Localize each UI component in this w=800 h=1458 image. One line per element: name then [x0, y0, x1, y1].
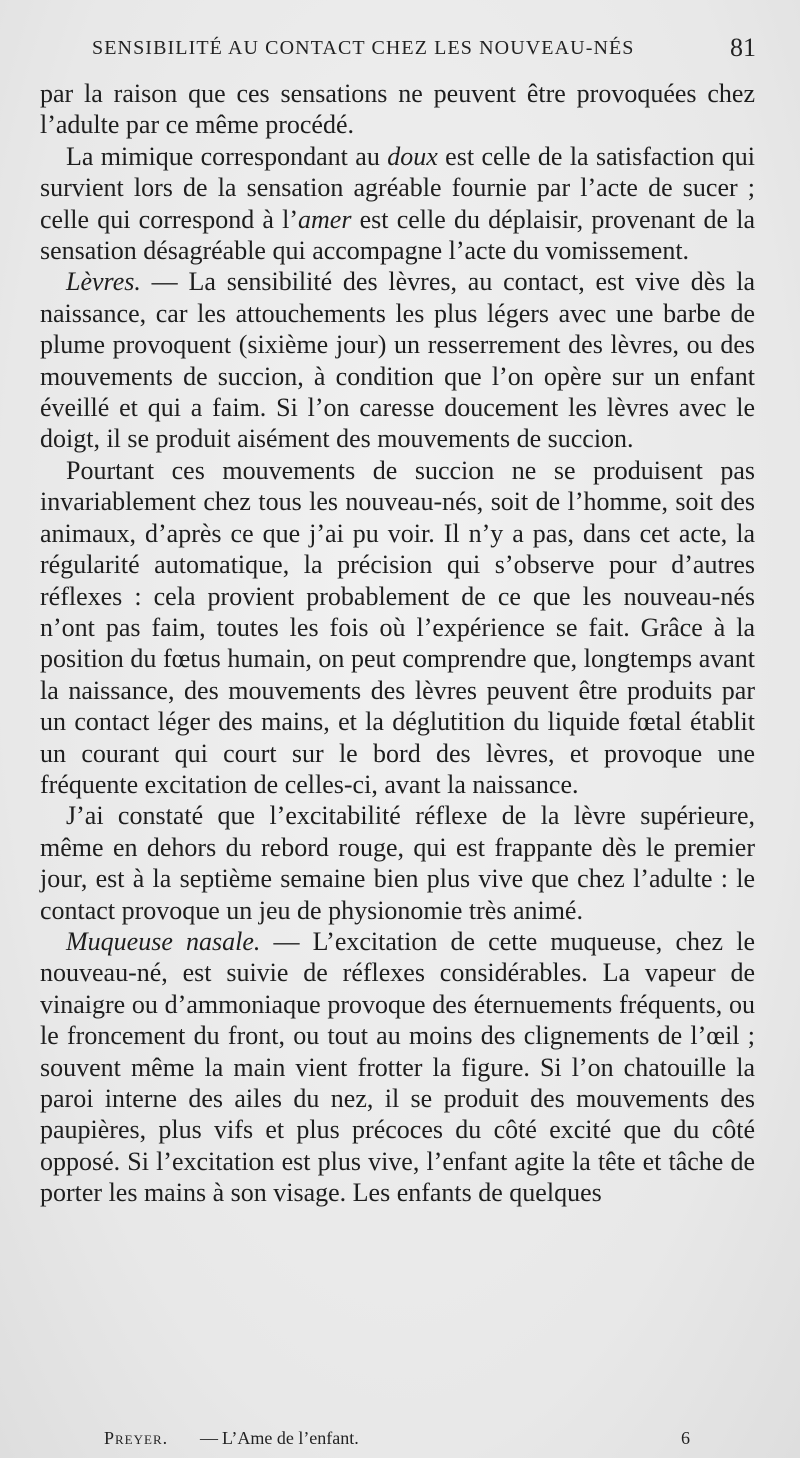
paragraph — [40, 141, 755, 267]
paragraph — [40, 800, 755, 926]
italic-term: Lèvres. — [66, 267, 141, 297]
footer-book-title: L’Ame de l’enfant. — [222, 1428, 359, 1448]
italic-term: doux — [387, 141, 438, 171]
paragraph-text: — La sensibilité des lèvres, au contact, est vive dès la naissance, car les attouchements les plus légers avec une barbe de plume provoquent (sixième jour) un resserrement des lèvres, ou des mouvements de succion, à condition que l’on opère sur un enfant éveillé et qui a faim. Si l’on caresse doucement les lèvres avec le doigt, il se produit aisément des mouvements de succion. — [40, 267, 755, 454]
paragraph-text: par la raison que ces sensations ne peuvent être provoquées chez l’adulte par ce même procédé. — [40, 79, 755, 140]
italic-term: Muqueuse nasale. — [66, 926, 261, 956]
running-head-title: SENSIBILITÉ AU CONTACT CHEZ LES NOUVEAU-NÉS — [92, 37, 635, 59]
paragraph — [40, 926, 755, 1209]
footer-signature-mark: 6 — [681, 1428, 690, 1448]
footer-author: Preyer. — [104, 1428, 169, 1448]
paragraph-text: J’ai constaté que l’excitabilité réflexe de la lèvre supérieure, même en dehors du rebord rouge, qui est frappante dès le premier jour, est à la septième semaine bien plus vive que chez l’adulte : le contact provoque un jeu de physionomie très animé. — [40, 801, 755, 925]
paragraph-text: est celle de la satisfaction qui survient lors de la sensation agréable fournie par l’acte de sucer ; celle qui correspond à l’ — [40, 141, 755, 234]
paragraph-text: est celle du déplaisir, provenant de la sensation désagréable qui accompagne l’acte du vomissement. — [40, 204, 756, 266]
body-text — [40, 78, 755, 1209]
paragraph-text: — L’excitation de cette muqueuse, chez le nouveau-né, est suivie de réflexes considérables. La vapeur de vinaigre ou d’ammoniaque provoque des éternuements fréquents, ou le froncement du front, ou tout au moins des clignements de l’œil ; souvent même la main vient frotter la figure. Si l’on chatouille la paroi interne des ailes du nez, il se produit des mouvements des paupières, plus vifs et plus précoces du côté excité que du côté opposé. Si l’excitation est plus vive, l’enfant agite la tête et tâche de porter les mains à son visage. Les enfants de quelques — [40, 926, 755, 1208]
paragraph — [40, 266, 755, 454]
paragraph — [40, 455, 755, 800]
paragraph-text: Pourtant ces mouvements de succion ne se produisent pas invariablement chez tous les nouveau-nés, soit de l’homme, soit des animaux, d’après ce que j’ai pu voir. Il n’y a pas, dans cet acte, la régularité automatique, la précision qui s’observe pour d’autres réflexes : cela provient probablement de ce que les nouveau-nés n’ont pas faim, toutes les fois où l’expérience se fait. Grâce à la position du fœtus humain, on peut comprendre que, longtemps avant la naissance, des mouvements des lèvres peuvent être produits par un contact léger des mains, et la déglutition du liquide fœtal établit un courant qui court sur le bord des lèvres, et provoque une fréquente excitation de celles-ci, avant la naissance. — [40, 455, 755, 799]
paragraph-text: La mimique correspondant au — [66, 141, 388, 171]
paragraph — [40, 78, 755, 141]
page-footer — [104, 1428, 690, 1452]
page-number: 81 — [730, 33, 756, 62]
running-head — [92, 33, 756, 63]
italic-term: amer — [298, 204, 352, 234]
footer-dash: — — [200, 1428, 218, 1448]
